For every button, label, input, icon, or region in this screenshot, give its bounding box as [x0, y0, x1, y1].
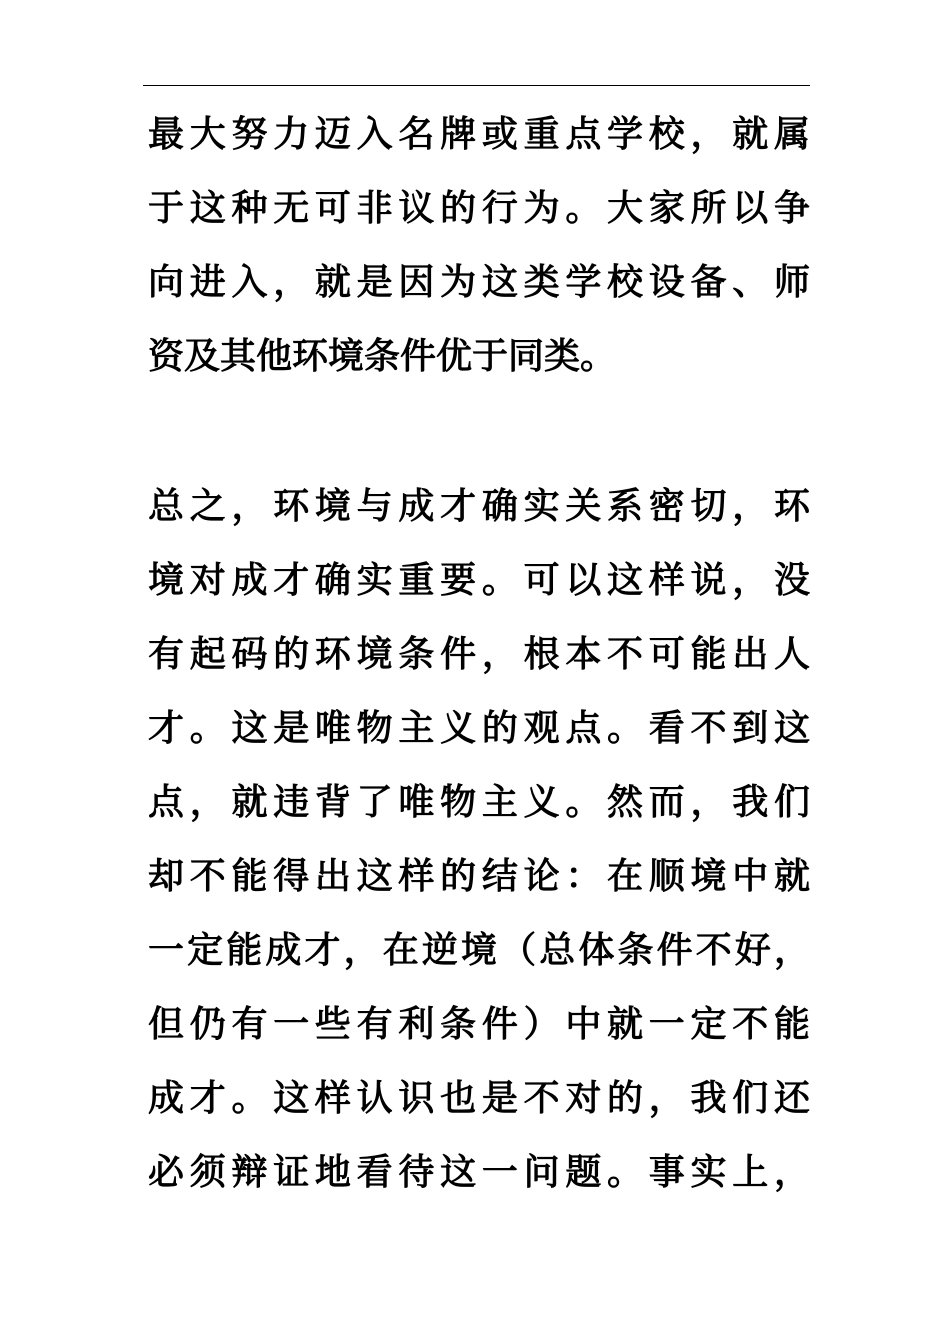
text-line: 一定能成才，在逆境（总体条件不好，: [148, 929, 810, 971]
paragraph-2: [148, 469, 810, 1209]
text-line: 却不能得出这样的结论：在顺境中就: [148, 855, 810, 897]
text-line: 最大努力迈入名牌或重点学校，就属: [148, 113, 810, 155]
text-line: 才。这是唯物主义的观点。看不到这: [148, 707, 810, 749]
text-line: 总之，环境与成才确实关系密切，环: [148, 485, 810, 527]
text-line: 于这种无可非议的行为。大家所以争: [148, 187, 810, 229]
text-line: 有起码的环境条件，根本不可能出人: [148, 633, 810, 675]
header-rule: [143, 85, 810, 86]
paragraph-1: [148, 97, 810, 393]
text-line: 向进入，就是因为这类学校设备、师: [148, 261, 810, 303]
text-line: 资及其他环境条件优于同类。: [148, 335, 617, 377]
text-line: 必须辩证地看待这一问题。事实上，: [148, 1151, 810, 1193]
text-line: 但仍有一些有利条件）中就一定不能: [148, 1003, 810, 1045]
text-line: 境对成才确实重要。可以这样说，没: [148, 559, 810, 601]
text-line: 点，就违背了唯物主义。然而，我们: [148, 781, 810, 823]
text-line: 成才。这样认识也是不对的，我们还: [148, 1077, 810, 1119]
